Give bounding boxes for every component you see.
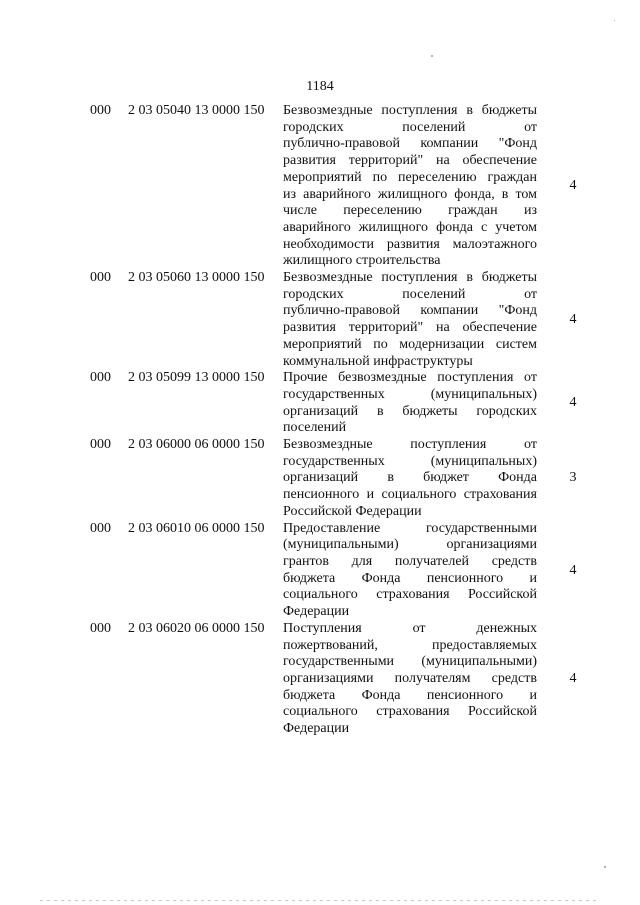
description-line: Федерации (283, 721, 350, 737)
description-line: поселений (283, 420, 347, 436)
table-row (0, 103, 640, 270)
admin-code: 000 (90, 620, 111, 636)
budget-code: 2 03 05099 13 0000 150 (128, 370, 265, 386)
description-line: мероприятий по переселению граждан (283, 169, 537, 185)
budget-code: 2 03 05060 13 0000 150 (128, 270, 265, 286)
scan-speck (604, 866, 606, 868)
description-line: Безвозмездные поступления от (283, 437, 537, 453)
description-line: числе переселению граждан из (283, 203, 537, 219)
description-line: Российской Федерации (283, 503, 422, 519)
level-value: 4 (569, 562, 577, 578)
level-value: 4 (569, 178, 577, 193)
row-description (283, 103, 537, 270)
description-line: коммунальной инфраструктуры (283, 353, 473, 369)
admin-code: 000 (90, 520, 111, 536)
description-line: Безвозмездные поступления в бюджеты (283, 270, 537, 286)
description-line: организациями получателям средств (283, 670, 537, 686)
table-row (0, 270, 640, 370)
scan-speck (431, 55, 433, 57)
admin-code: 000 (90, 103, 111, 118)
description-line: грантов для получателей средств (283, 553, 537, 569)
description-line: публично-правовой компании "Фонд (283, 303, 537, 319)
description-line: государственных (муниципальных) (283, 386, 537, 402)
description-line: Поступления от денежных (283, 620, 537, 636)
budget-code: 2 03 05040 13 0000 150 (128, 103, 265, 118)
table-row (0, 437, 640, 521)
description-line: жилищного строительства (283, 253, 441, 269)
description-line: (муниципальными) организациями (283, 537, 537, 553)
level-value: 4 (569, 670, 577, 686)
admin-code: 000 (90, 437, 111, 453)
row-description (283, 370, 537, 437)
description-line: городских поселений от (283, 119, 537, 135)
row-description (283, 621, 537, 738)
budget-code: 2 03 06000 06 0000 150 (128, 437, 265, 453)
scan-speck (614, 20, 615, 21)
table-row (0, 621, 640, 738)
table-row (0, 521, 640, 621)
description-line: организаций в бюджет Фонда (283, 470, 537, 486)
description-line: пожертвований, предоставляемых (283, 637, 537, 653)
description-line: развития территорий" на обеспечение (283, 320, 537, 336)
description-line: Безвозмездные поступления в бюджеты (283, 103, 537, 118)
budget-classification-table (0, 103, 640, 738)
row-description (283, 521, 537, 621)
level-value: 3 (569, 470, 577, 486)
level-value: 4 (569, 312, 577, 328)
table-row (0, 370, 640, 437)
level-value: 4 (569, 395, 577, 411)
description-line: Прочие безвозмездные поступления от (283, 370, 537, 386)
description-line: необходимости развития малоэтажного (283, 236, 537, 252)
budget-code: 2 03 06020 06 0000 150 (128, 620, 265, 636)
description-line: бюджета Фонда пенсионного и (283, 687, 537, 703)
description-line: Предоставление государственными (283, 520, 537, 536)
row-description (283, 437, 537, 521)
description-line: пенсионного и социального страхования (283, 487, 537, 503)
admin-code: 000 (90, 270, 111, 286)
description-line: публично-правовой компании "Фонд (283, 136, 537, 152)
description-line: аварийного жилищного фонда с учетом (283, 219, 537, 235)
budget-code: 2 03 06010 06 0000 150 (128, 520, 265, 536)
description-line: городских поселений от (283, 286, 537, 302)
description-line: государственными (муниципальными) (283, 654, 537, 670)
description-line: социального страхования Российской (283, 587, 537, 603)
description-line: бюджета Фонда пенсионного и (283, 570, 537, 586)
description-line: государственных (муниципальных) (283, 453, 537, 469)
description-line: развития территорий" на обеспечение (283, 153, 537, 169)
description-line: из аварийного жилищного фонда, в том (283, 186, 537, 202)
row-description (283, 270, 537, 370)
description-line: мероприятий по модернизации систем (283, 336, 537, 352)
description-line: организаций в бюджеты городских (283, 403, 537, 419)
description-line: социального страхования Российской (283, 704, 537, 720)
description-line: Федерации (283, 604, 350, 620)
scan-edge (40, 900, 600, 901)
page-number: 1184 (306, 79, 334, 94)
admin-code: 000 (90, 370, 111, 386)
